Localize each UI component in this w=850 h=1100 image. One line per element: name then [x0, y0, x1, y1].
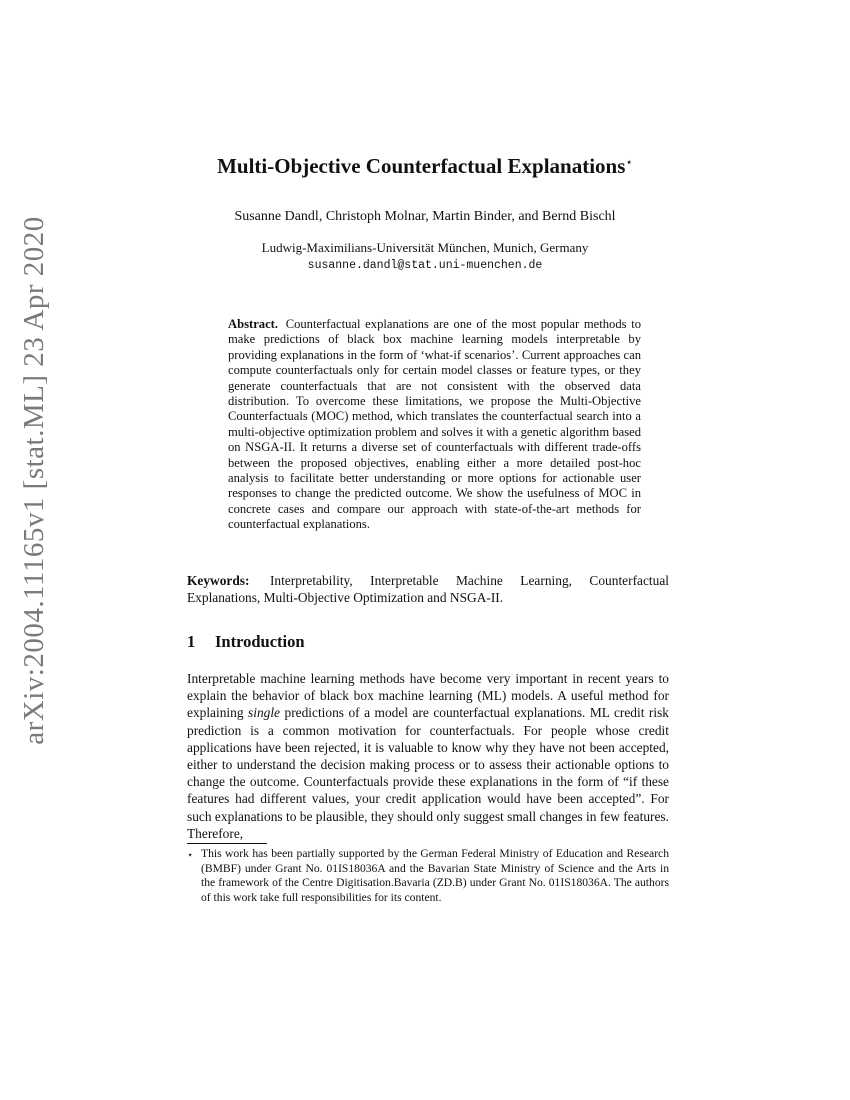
section-number: 1 [187, 632, 196, 651]
arxiv-stamp-text: arXiv:2004.11165v1 [stat.ML] 23 Apr 2020 [17, 215, 50, 745]
footnote [187, 849, 669, 905]
intro-text-part2: predictions of a model are counterfactual explanations. ML credit risk prediction is a common motivation for counterfactuals. For people whose credit applications have been rejected, it is valuable to know why they have not been accepted, either to understand the decision making process or to assess their actionable options to change the outcome. Counterfactuals provide these explanations in the form of “if these features had different values, your credit application would have been accepted”. For such explanations to be plausible, they should only suggest small changes in few features. Therefore, [187, 705, 670, 841]
keywords [187, 572, 669, 606]
title-footnote-mark: ⋆ [625, 155, 633, 169]
footnote-rule [187, 843, 267, 844]
abstract [228, 317, 641, 533]
intro-text-part1: Interpretable machine learning methods have become very important in recent years to explain the behavior of black box machine learning (ML) models. A useful method for explaining [187, 671, 669, 721]
affiliation: Ludwig-Maximilians-Universität München, Munich, Germany [261, 240, 589, 255]
paper-title-text: Multi-Objective Counterfactual Explanations [217, 154, 626, 178]
author-list: Susanne Dandl, Christoph Molnar, Martin Binder, and Bernd Bischl [234, 209, 616, 224]
introduction-paragraph [187, 670, 669, 842]
intro-emphasis: single [248, 705, 281, 721]
abstract-label: Abstract. [228, 317, 279, 331]
footnote-mark: ⋆ [187, 850, 194, 861]
keywords-text: Interpretability, Interpretable Machine Learning, Counterfactual Explanations, Multi-Objective Optimization and NSGA-II. [187, 573, 669, 605]
footnote-text: This work has been partially supported by the German Federal Ministry of Education and Research (BMBF) under Grant No. 01IS18036A and the Bavarian State Ministry of Science and the Arts in the framework of the Centre Digitisation.Bavaria (ZD.B) under Grant No. 01IS18036A. The authors of this work take full responsibilities for its content. [201, 847, 669, 904]
section-heading-introduction [187, 632, 305, 652]
paper-title [0, 154, 850, 179]
contact-email[interactable]: susanne.dandl@stat.uni-muenchen.de [307, 259, 543, 272]
abstract-text: Counterfactual explanations are one of the most popular methods to make predictions of black box machine learning models interpretable by providing explanations in the form of ‘what-if scenarios’. Current approaches can compute counterfactuals only for certain model classes or feature types, or they generate counterfactuals that are not consistent with the observed data distribution. To overcome these limitations, we propose the Multi-Objective Counterfactuals (MOC) method, which translates the counterfactual search into a multi-objective optimization problem and solves it with a genetic algorithm based on NSGA-II. It returns a diverse set of counterfactuals with different trade-offs between the proposed objectives, enabling either a more detailed post-hoc analysis to facilitate better understanding or more options for actionable user responses to change the predicted outcome. We show the usefulness of MOC in concrete cases and compare our approach with state-of-the-art methods for counterfactual explanations. [228, 317, 641, 532]
keywords-label: Keywords: [187, 573, 250, 588]
section-title: Introduction [215, 632, 305, 651]
